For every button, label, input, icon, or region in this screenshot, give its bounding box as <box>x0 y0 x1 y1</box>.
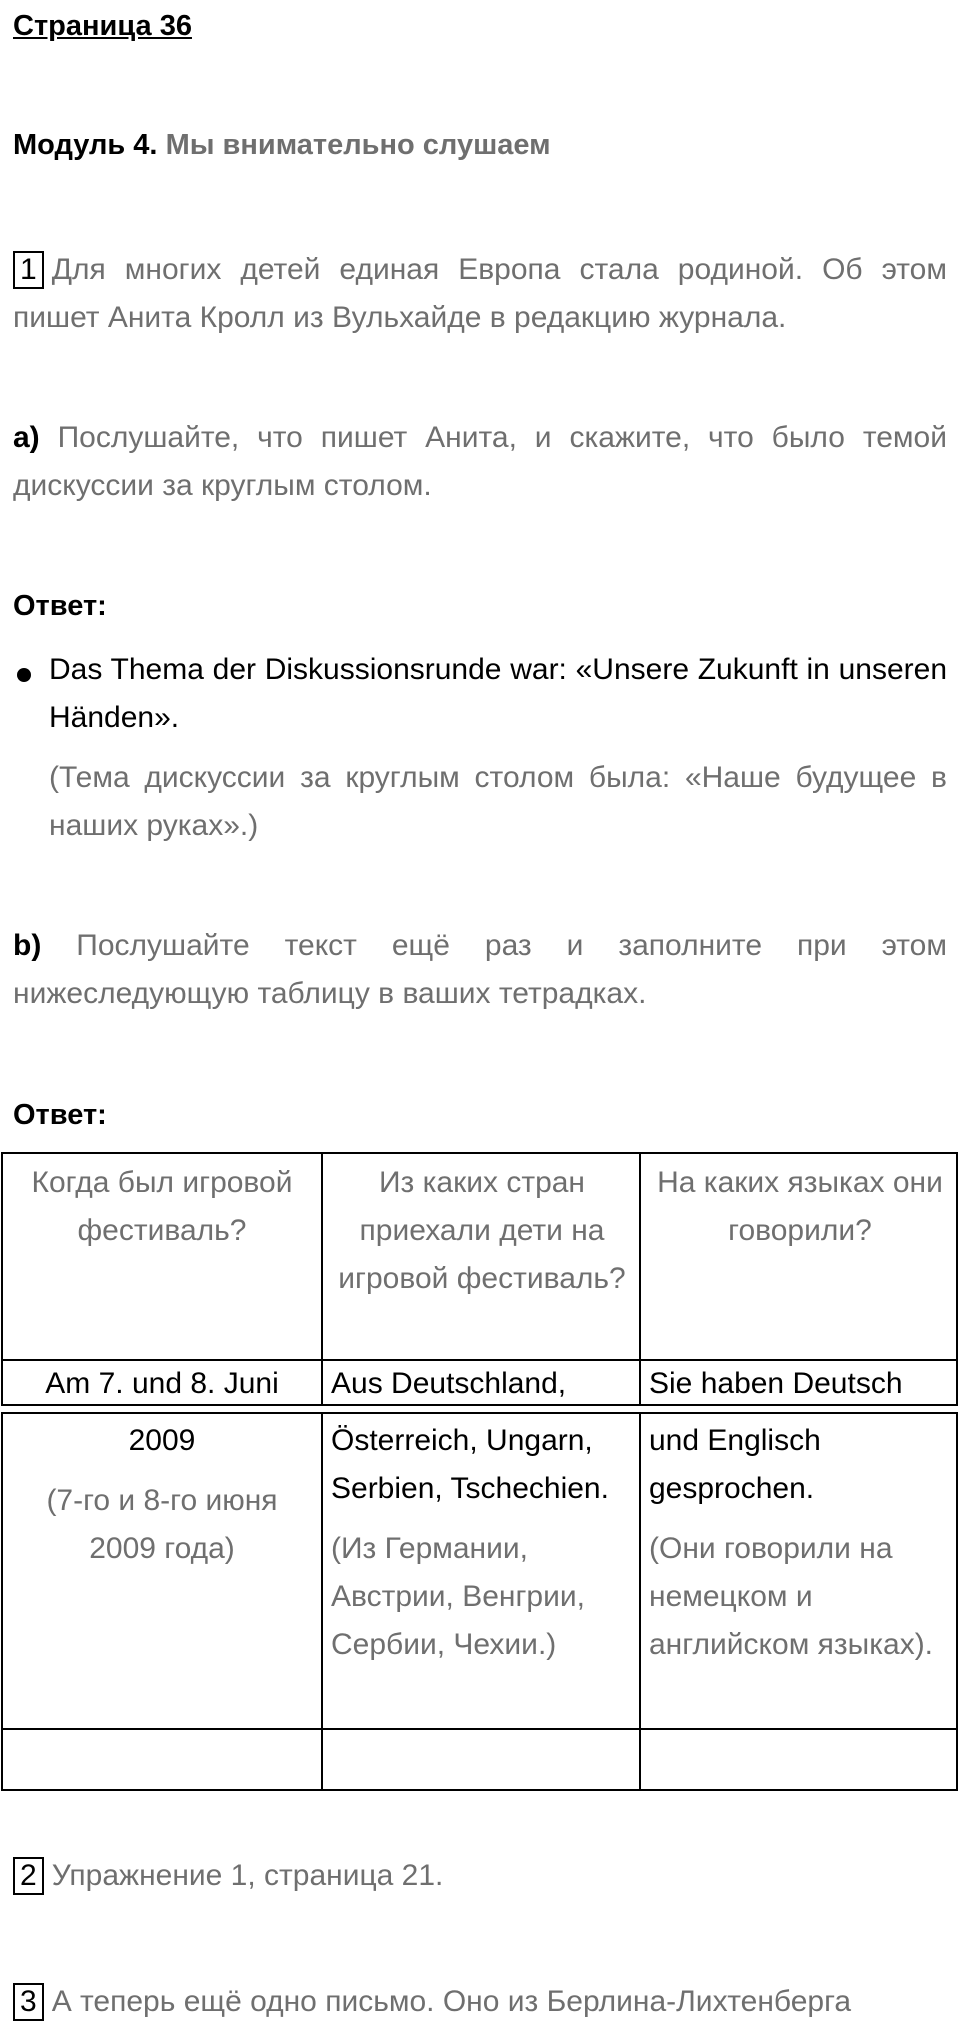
task-1a-text: Послушайте, что пишет Анита, и скажите, что было темой дискуссии за круглым столом. <box>13 421 947 502</box>
table-cell-main: und Englisch gesprochen. <box>649 1424 821 1505</box>
table-header-cell: Когда был игровой фестиваль? <box>31 1166 293 1247</box>
table-cell <box>649 1417 949 1669</box>
answer-label-a: Ответ: <box>13 590 107 622</box>
table-header-cell: На каких языках они говорили? <box>657 1166 943 1247</box>
table-cell <box>9 1417 315 1573</box>
answer-a-translation: (Тема дискуссии за круглым столом была: «Наше будущее в наших руках».) <box>49 761 947 842</box>
column-divider <box>321 1414 323 1789</box>
task-1a <box>13 414 947 510</box>
table-cell: Am 7. und 8. Juni <box>45 1367 279 1400</box>
table-cell <box>331 1417 635 1669</box>
table-cell-main: 2009 <box>128 1424 196 1457</box>
table-cell: Aus Deutschland, <box>331 1367 567 1400</box>
column-divider <box>321 1154 323 1404</box>
table-cell-main: Österreich, Ungarn, Serbien, Tschechien. <box>331 1424 609 1505</box>
task-1b-label: b) <box>13 929 42 962</box>
task-2-text: Упражнение 1, страница 21. <box>51 1859 444 1892</box>
task-number-box: 3 <box>13 1983 44 2021</box>
table-cell-translation: (7-го и 8-го июня 2009 года) <box>46 1484 278 1565</box>
answer-label-b: Ответ: <box>13 1099 107 1131</box>
task-1b-text: Послушайте текст ещё раз и заполните при этом нижеследующую таблицу в ваших тетрадках. <box>13 929 947 1010</box>
task-1 <box>13 246 947 342</box>
task-number-box: 1 <box>13 251 44 289</box>
table-cell: Sie haben Deutsch <box>649 1367 903 1400</box>
task-1a-label: a) <box>13 421 40 454</box>
answer-a-text: Das Thema der Diskussionsrunde war: «Unsere Zukunft in unseren Händen». <box>49 653 947 734</box>
table-header-cell: Из каких стран приехали дети на игровой фестиваль? <box>338 1166 626 1295</box>
module-title: Мы внимательно слушаем <box>165 129 551 161</box>
task-2 <box>13 1852 947 1900</box>
table-cell-translation: (Они говорили на немецком и английском языках). <box>649 1532 934 1661</box>
table-top <box>1 1152 958 1406</box>
module-label: Модуль 4. <box>13 129 158 161</box>
page-title: Страница 36 <box>13 10 192 42</box>
column-divider <box>639 1414 641 1789</box>
bullet-icon <box>17 668 31 682</box>
task-1-text: Для многих детей единая Европа стала родиной. Об этом пишет Анита Кролл из Вульхайде в редакцию журнала. <box>13 253 947 334</box>
table-bottom <box>1 1412 958 1791</box>
task-3 <box>13 1978 947 2026</box>
column-divider <box>639 1154 641 1404</box>
row-divider <box>3 1728 956 1730</box>
table-cell-translation: (Из Германии, Австрии, Венгрии, Сербии, Чехии.) <box>331 1532 585 1661</box>
task-number-box: 2 <box>13 1857 44 1895</box>
task-1b <box>13 922 947 1018</box>
task-3-text: А теперь ещё одно письмо. Оно из Берлина-Лихтенберга <box>51 1985 852 2018</box>
module-heading <box>13 125 551 165</box>
